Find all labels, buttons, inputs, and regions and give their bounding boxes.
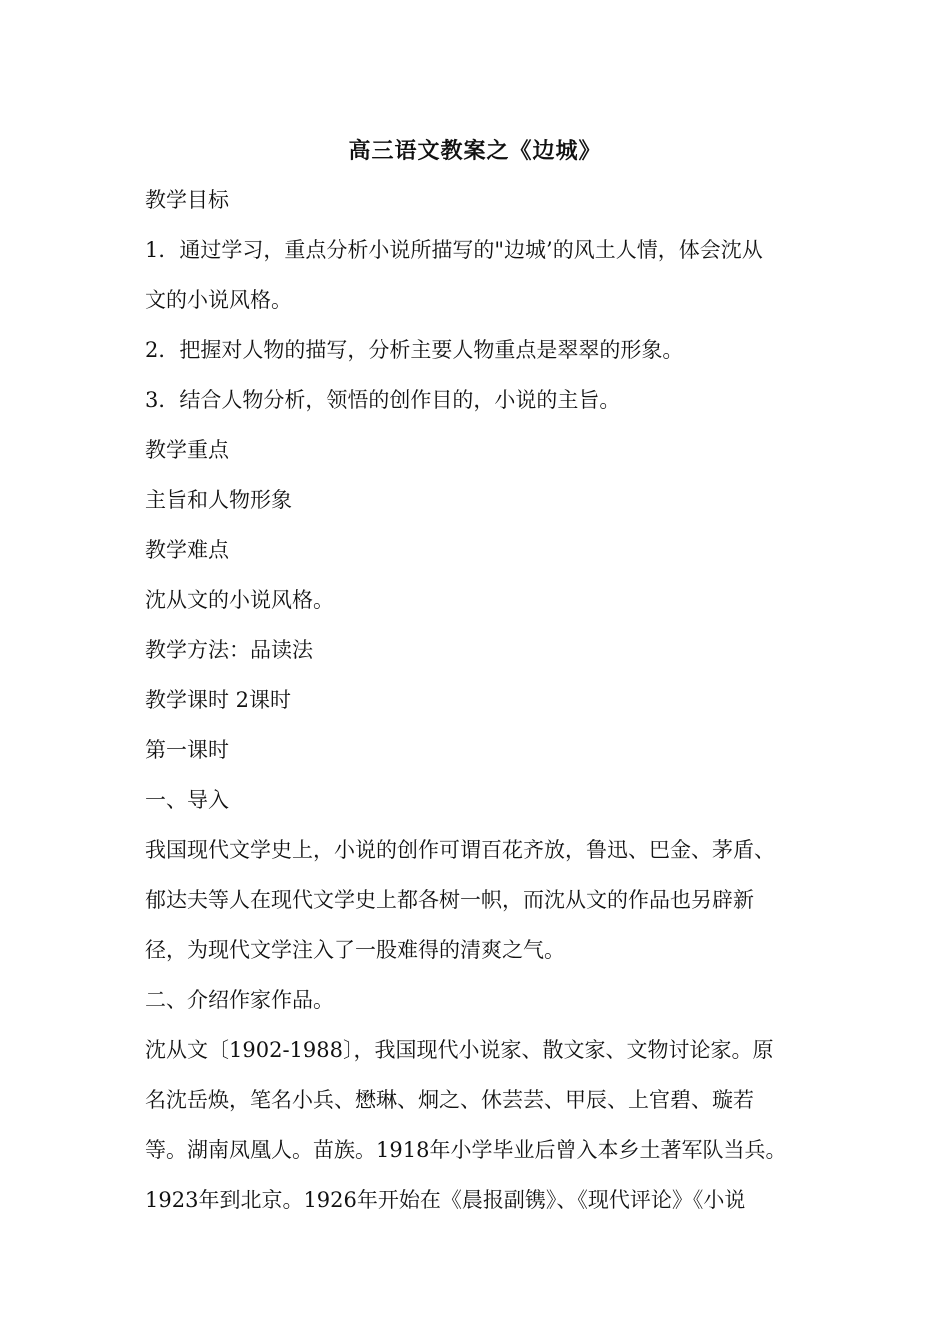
intro-line-1: 我国现代文学史上，小说的创作可谓百花齐放，鲁迅、巴金、茅盾、 <box>145 838 775 862</box>
difficulties-text: 沈从文的小说风格。 <box>145 588 334 612</box>
key-points-text: 主旨和人物形象 <box>145 488 292 512</box>
section-2-heading: 二、介绍作家作品。 <box>145 988 334 1012</box>
heading-difficulties: 教学难点 <box>145 538 229 562</box>
goal-2: 2．把握对人物的描写，分析主要人物重点是翠翠的形象。 <box>145 338 684 362</box>
first-lesson-heading: 第一课时 <box>145 738 229 762</box>
heading-key-points: 教学重点 <box>145 438 229 462</box>
heading-teaching-goals: 教学目标 <box>145 188 229 212</box>
author-line-2: 名沈岳焕，笔名小兵、懋琳、炯之、休芸芸、甲辰、上官碧、璇若 <box>145 1088 754 1112</box>
author-line-4: 1923年到北京。1926年开始在《晨报副镌》、《现代评论》《小说 <box>145 1188 746 1212</box>
intro-line-2: 郁达夫等人在现代文学史上都各树一帜，而沈从文的作品也另辟新 <box>145 888 754 912</box>
goal-1-line-1: 1．通过学习，重点分析小说所描写的"边城’的风土人情，体会沈从 <box>145 238 763 262</box>
goal-1-line-2: 文的小说风格。 <box>145 288 292 312</box>
teaching-method: 教学方法：品读法 <box>145 638 313 662</box>
document-body <box>145 181 825 1231</box>
intro-line-3: 径，为现代文学注入了一股难得的清爽之气。 <box>145 938 565 962</box>
goal-3: 3．结合人物分析，领悟的创作目的，小说的主旨。 <box>145 388 621 412</box>
author-line-3: 等。湖南凤凰人。苗族。1918年小学毕业后曾入本乡土著军队当兵。 <box>145 1138 787 1162</box>
author-line-1: 沈从文〔1902-1988〕，我国现代小说家、散文家、文物讨论家。原 <box>145 1038 774 1062</box>
document-title: 高三语文教案之《边城》 <box>348 139 602 164</box>
class-hours: 教学课时 2课时 <box>145 688 292 712</box>
section-1-heading: 一、导入 <box>145 788 229 812</box>
